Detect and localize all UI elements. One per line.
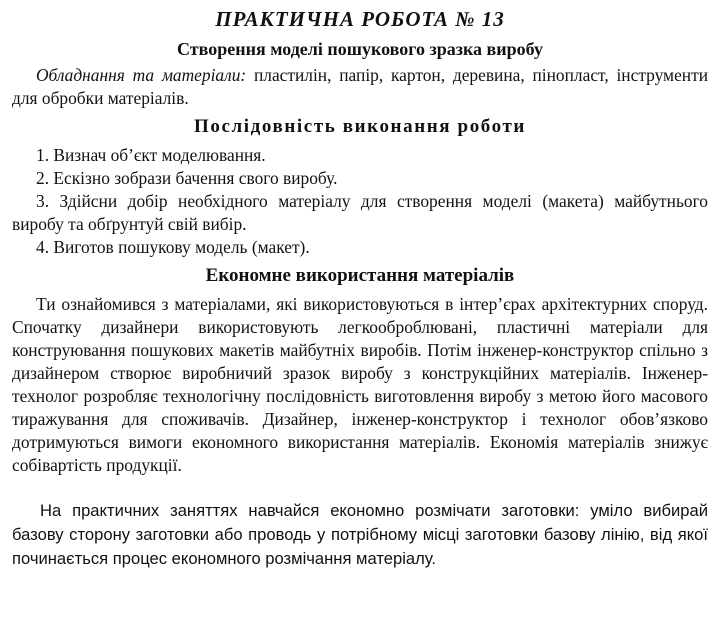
procedure-step: 1. Визнач об’єкт моделювання. [36, 145, 266, 165]
economy-heading: Економне використання матеріалів [205, 265, 515, 286]
practical-note: На практичних заняттях навчайся економно розмічати заготовки: уміло вибирай базову сторону заготовки або проводь у потрібному місці заготовки базову лінію, від якої починається процес економного розмічання матеріалу. [12, 501, 708, 568]
equipment-label: Обладнання та матеріали: [36, 65, 247, 85]
procedure-heading: Послідовність виконання роботи [194, 116, 526, 137]
equipment-paragraph [12, 64, 708, 110]
page-subtitle: Створення моделі пошукового зразка виробу [177, 39, 543, 59]
procedure-step: 2. Ескізно зобрази бачення свого виробу. [36, 168, 338, 188]
procedure-step: 3. Здійсни добір необхідного матеріалу для створення моделі (макета) майбутнього виробу та обґрунтуй свій вибір. [12, 191, 708, 234]
procedure-steps [12, 144, 708, 259]
economy-paragraph: Ти ознайомився з матеріалами, які використовуються в інтер’єрах архітектурних споруд. Спочатку дизайнери використовують легкооброблювані, пластичні матеріали для конструювання пошукових макетів майбутніх виробів. Потім інженер-конструктор спільно з дизайнером створює виробничий зразок виробу з конструкційних матеріалів. Інженер-технолог розробляє технологічну послідовність виготовлення виробу з метою його масового тиражування для споживачів. Дизайнер, інженер-конструктор і технолог обов’язково дотримуються вимоги економного використання матеріалів. Економія матеріалів знижує собівартість продукції. [12, 294, 708, 475]
procedure-step: 4. Виготов пошукову модель (макет). [36, 237, 310, 257]
equipment-text: пластилін, папір, картон, деревина, пінопласт, інструменти для обробки матеріалів. [12, 65, 708, 108]
page-title: ПРАКТИЧНА РОБОТА № 13 [215, 7, 505, 31]
